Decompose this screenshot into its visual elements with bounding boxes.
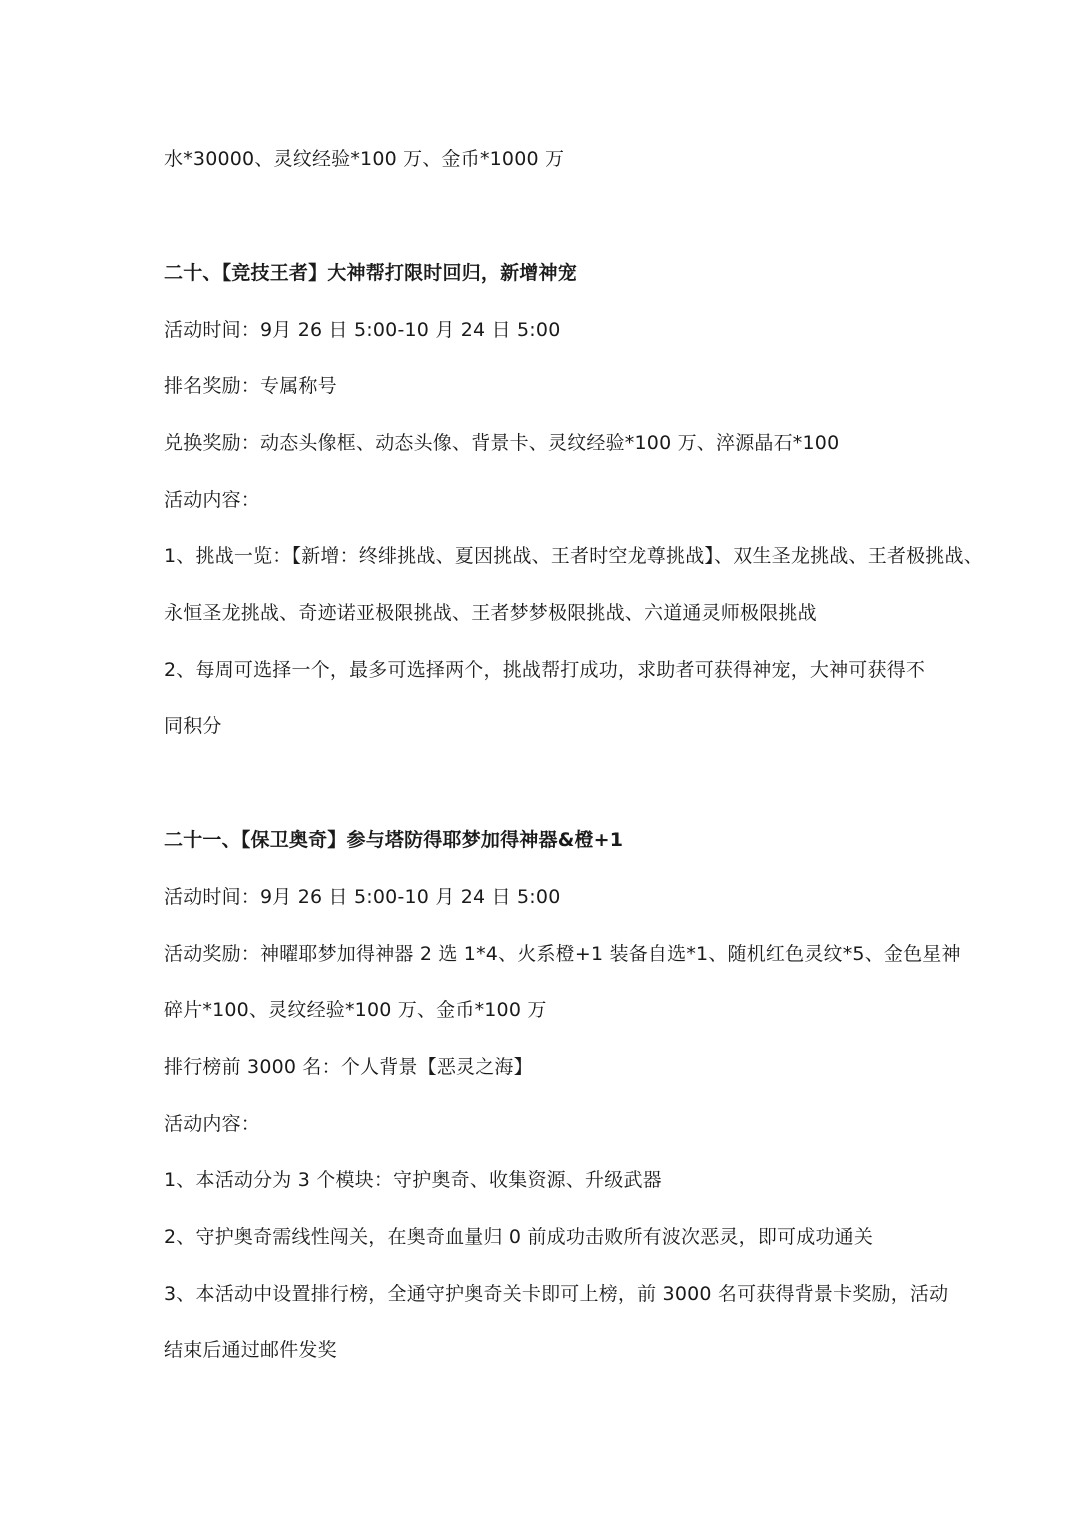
section-20-item-1-line-1: 1、挑战一览：【新增：终绯挑战、夏因挑战、王者时空龙尊挑战】、双生圣龙挑战、王者极挑战、: [164, 545, 983, 567]
section-21-time: 活动时间：9月 26 日 5:00-10 月 24 日 5:00: [164, 886, 561, 908]
section-21-content-label: 活动内容：: [164, 1113, 261, 1135]
section-21-reward-line-1: 活动奖励：神曜耶梦加得神器 2 选 1*4、火系橙+1 装备自选*1、随机红色灵纹*5、金色星神: [164, 943, 961, 965]
section-20-title: 二十、【竞技王者】大神帮打限时回归，新增神宠: [164, 262, 577, 284]
section-21-title: 二十一、【保卫奥奇】参与塔防得耶梦加得神器&橙+1: [164, 829, 624, 851]
section-21-leaderboard: 排行榜前 3000 名：个人背景【恶灵之海】: [164, 1056, 533, 1078]
document-page: [164, 0, 983, 1527]
section-20-item-1-line-2: 永恒圣龙挑战、奇迹诺亚极限挑战、王者梦梦极限挑战、六道通灵师极限挑战: [164, 602, 817, 624]
section-20-rank-reward: 排名奖励：专属称号: [164, 375, 337, 397]
section-20-item-2-line-1: 2、每周可选择一个，最多可选择两个，挑战帮打成功，求助者可获得神宠，大神可获得不: [164, 659, 926, 681]
section-21-item-1: 1、本活动分为 3 个模块：守护奥奇、收集资源、升级武器: [164, 1169, 662, 1191]
section-21-item-3-line-2: 结束后通过邮件发奖: [164, 1339, 337, 1361]
section-20-time: 活动时间：9月 26 日 5:00-10 月 24 日 5:00: [164, 319, 561, 341]
continuation-line: 水*30000、灵纹经验*100 万、金币*1000 万: [164, 148, 565, 170]
section-20-content-label: 活动内容：: [164, 489, 261, 511]
section-21-reward-line-2: 碎片*100、灵纹经验*100 万、金币*100 万: [164, 999, 547, 1021]
section-20-item-2-line-2: 同积分: [164, 715, 222, 737]
section-21-item-3-line-1: 3、本活动中设置排行榜，全通守护奥奇关卡即可上榜，前 3000 名可获得背景卡奖励，活动: [164, 1283, 949, 1305]
section-20-exchange-reward: 兑换奖励：动态头像框、动态头像、背景卡、灵纹经验*100 万、淬源晶石*100: [164, 432, 840, 454]
section-21-item-2: 2、守护奥奇需线性闯关，在奥奇血量归 0 前成功击败所有波次恶灵，即可成功通关: [164, 1226, 874, 1248]
